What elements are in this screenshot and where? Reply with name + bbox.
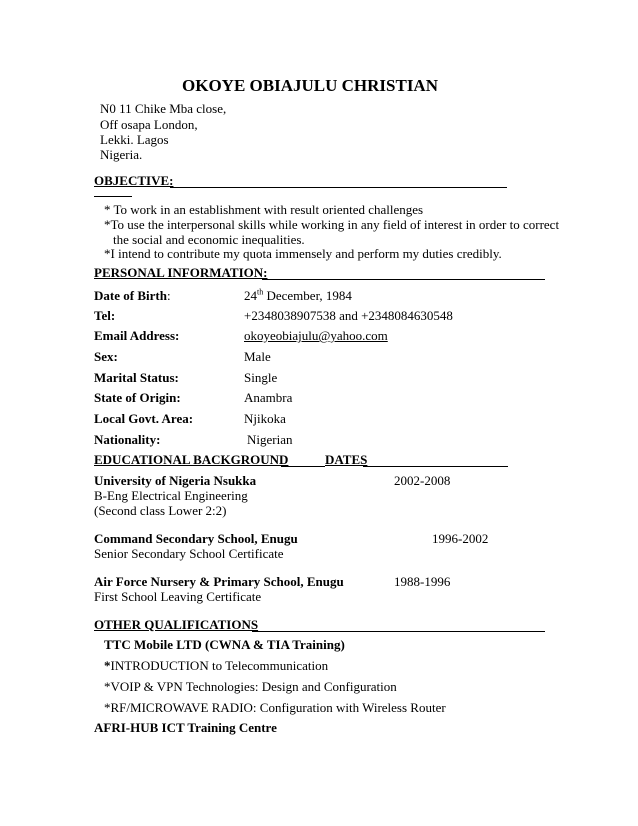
objective-short-rule <box>94 196 132 197</box>
personal-info-heading: PERSONAL INFORMATION: <box>94 265 268 280</box>
info-label-tel: Tel: <box>94 308 116 323</box>
qualification-provider: TTC Mobile LTD (CWNA & TIA Training) <box>104 637 345 652</box>
other-qualifications-rule <box>252 631 545 632</box>
education-detail: B-Eng Electrical Engineering <box>94 488 248 503</box>
education-detail: First School Leaving Certificate <box>94 589 262 604</box>
education-dates-rule <box>363 466 508 467</box>
info-label-sex: Sex: <box>94 349 118 364</box>
address-line: N0 11 Chike Mba close, <box>100 101 227 116</box>
education-dates: 1988-1996 <box>394 574 451 589</box>
info-value-nationality: Nigerian <box>247 432 293 447</box>
email-link[interactable]: okoyeobiajulu@yahoo.com <box>244 328 388 343</box>
resume-name: OKOYE OBIAJULU CHRISTIAN <box>182 76 438 95</box>
education-school: University of Nigeria Nsukka <box>94 473 257 488</box>
info-label-nationality: Nationality: <box>94 432 161 447</box>
objective-heading-rule <box>170 187 507 188</box>
other-qualifications-heading: OTHER QUALIFICATIONS <box>94 617 259 632</box>
objective-heading: OBJECTIVE: <box>94 173 174 188</box>
education-dates: 1996-2002 <box>432 531 489 546</box>
qualification-item: *INTRODUCTION to Telecommunication <box>104 658 329 673</box>
education-heading: EDUCATIONAL BACKGROUND <box>94 452 289 467</box>
education-dates-heading: DATES <box>325 452 368 467</box>
info-value-date-of-birth: 24th December, 1984 <box>244 287 352 303</box>
objective-item-continuation: the social and economic inequalities. <box>113 232 305 247</box>
info-label-date-of-birth: Date of Birth: <box>94 288 171 303</box>
info-label-lga: Local Govt. Area: <box>94 411 194 426</box>
qualification-item: *VOIP & VPN Technologies: Design and Configuration <box>104 679 397 694</box>
info-label-email: Email Address: <box>94 328 180 343</box>
qualification-provider: AFRI-HUB ICT Training Centre <box>94 720 277 735</box>
objective-item: *I intend to contribute my quota immensely and perform my duties credibly. <box>104 246 502 261</box>
info-value-tel: +2348038907538 and +2348084630548 <box>244 308 453 323</box>
info-value-state-of-origin: Anambra <box>244 390 293 405</box>
info-value-sex: Male <box>244 349 271 364</box>
info-value-lga: Njikoka <box>244 411 286 426</box>
education-dates: 2002-2008 <box>394 473 451 488</box>
address-line: Nigeria. <box>100 147 143 162</box>
info-value-marital-status: Single <box>244 370 278 385</box>
info-label-marital-status: Marital Status: <box>94 370 179 385</box>
objective-item: *To use the interpersonal skills while working in any field of interest in order to correct <box>104 217 560 232</box>
education-heading-rule <box>281 466 325 467</box>
qualification-item: *RF/MICROWAVE RADIO: Configuration with Wireless Router <box>104 700 446 715</box>
address-line: Lekki. Lagos <box>100 132 169 147</box>
address-line: Off osapa London, <box>100 117 198 132</box>
education-detail: (Second class Lower 2:2) <box>94 503 227 518</box>
education-school: Command Secondary School, Enugu <box>94 531 298 546</box>
personal-info-heading-rule <box>262 279 545 280</box>
info-label-state-of-origin: State of Origin: <box>94 390 181 405</box>
education-school: Air Force Nursery & Primary School, Enugu <box>94 574 344 589</box>
education-detail: Senior Secondary School Certificate <box>94 546 284 561</box>
objective-item: * To work in an establishment with result oriented challenges <box>104 202 424 217</box>
